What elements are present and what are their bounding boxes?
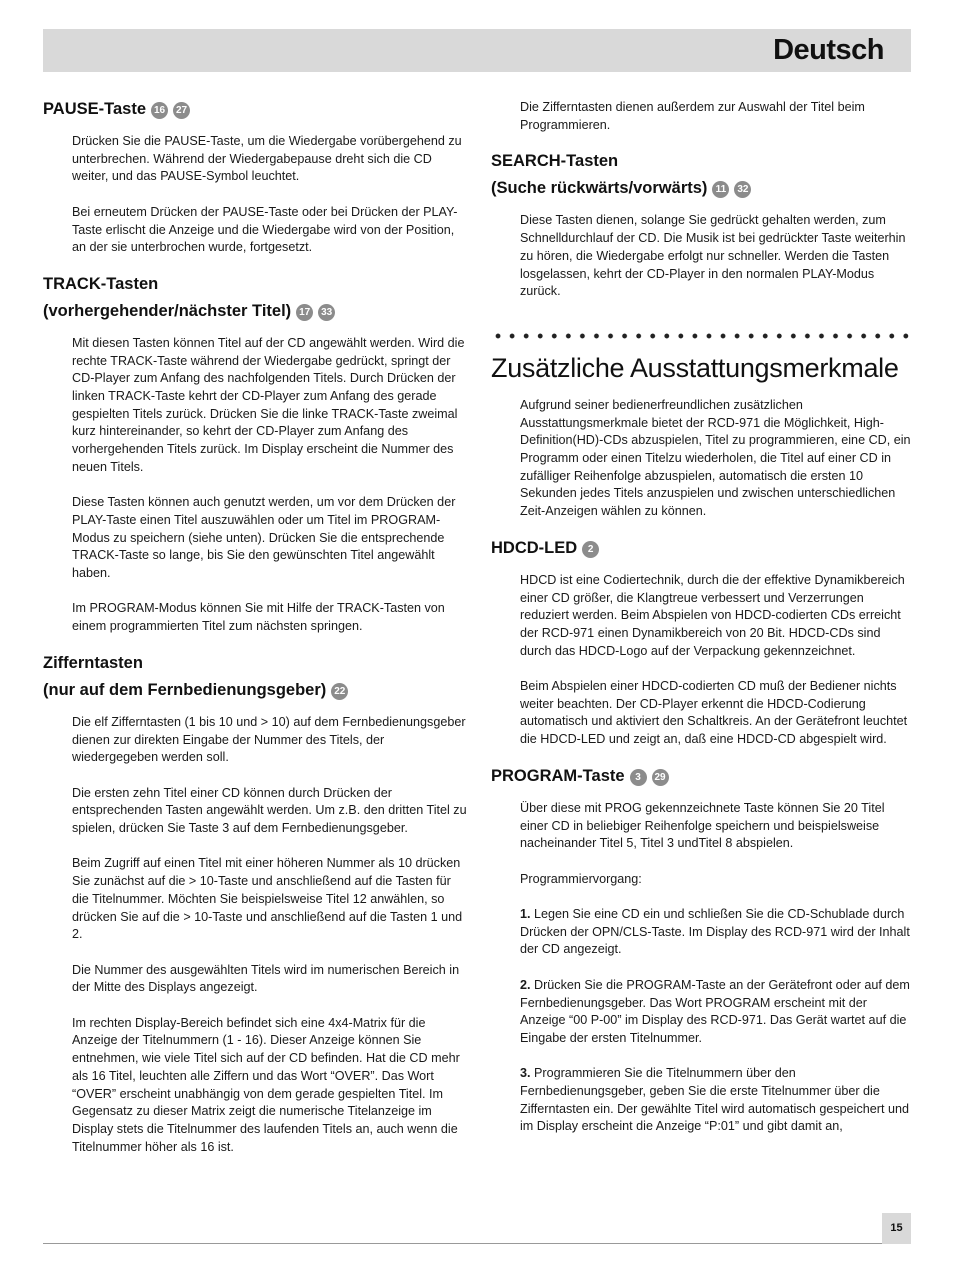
- pause-heading-text: PAUSE-Taste: [43, 100, 146, 118]
- step-number: 3.: [520, 1066, 531, 1081]
- paragraph: Drücken Sie die PAUSE-Taste, um die Wiedergabe vorübergehend zu unterbrechen. Während der Wiedergabepause dreht sich die CD weiter, und das PAUSE-Symbol leuchtet.: [72, 134, 462, 184]
- paragraph: Die elf Zifferntasten (1 bis 10 und > 10) auf dem Fernbedienungsgeber dienen zur direkten Eingabe der Nummer des Titels, der wiedergegeben werden soll.: [72, 714, 466, 765]
- track-subheading: [43, 298, 468, 325]
- step-3: [491, 1065, 913, 1136]
- badge-icon: 33: [318, 304, 335, 321]
- paragraph: Mit diesen Tasten können Titel auf der CD angewählt werden. Wird die rechte TRACK-Taste während der Wiedergabe gedrückt, springt der CD-Player zum Anfang des nachfolgenden Titels. Durch Drücken der linken TRACK-Taste kehrt der CD-Player zum Anfang des gerade gespielten Titels zurück. Drücken Sie die linke TRACK-Taste zweimal kurz hintereinander, so kehrt der CD-Player zum Anfang des vorhergehenden Titels zurück. Im Display erscheint die Nummer des neuen Titels.: [72, 335, 465, 474]
- paragraph: Die ersten zehn Titel einer CD können durch Drücken der entsprechenden Tasten angewählt werden. Um z.B. den dritten Titel zu spielen, drücken Sie Taste 3 auf dem Fernbedienungsgeber.: [72, 785, 467, 836]
- step-1: [491, 906, 913, 959]
- ziffern-subheading: [43, 677, 468, 704]
- paragraph: HDCD ist eine Codiertechnik, durch die der effektive Dynamikbereich einer CD größer, die Klangtreue verbessert und Verzerrungen reduziert werden. Beim Abspielen von HDCD-codierten CDs erreicht der RCD-971 einen Dynamikbereich von 20 Bit. HDCD-CDs sind durch das HDCD-Logo auf der Verpackung gekennzeichnet.: [520, 572, 905, 658]
- badge-icon: 11: [712, 181, 729, 198]
- paragraph: Aufgrund seiner bedienerfreundlichen zusätzlichen Ausstattungsmerkmale bietet der RCD-971 die Möglichkeit, High-Definition(HD)-CDs abzuspielen, Titel zu programmieren, eine CD, ein Programm oder einen Titelzu wiederholen, die Titel auf einer CD in zufälliger Reihenfolge abzuspielen, automatisch die ersten 10 Sekunden jedes Titels anzuspielen und zwischen unterschiedlichen Zeit-Anzeigen wählen zu können.: [520, 397, 911, 519]
- track-subheading-text: (vorhergehender/nächster Titel): [43, 301, 292, 320]
- program-heading-text: PROGRAM-Taste: [491, 766, 625, 785]
- badge-icon: 3: [630, 769, 647, 786]
- search-subheading: [491, 175, 913, 202]
- search-heading: SEARCH-Tasten: [491, 152, 619, 171]
- paragraph: Programmiervorgang:: [520, 871, 642, 886]
- badge-icon: 2: [582, 541, 599, 558]
- paragraph: Über diese mit PROG gekennzeichnete Taste können Sie 20 Titel einer CD in beliebiger Reihenfolge speichern und beispielsweise nacheinander Titel 5, Titel 3 undTitel 8 abspielen.: [520, 800, 885, 851]
- paragraph: Die Zifferntasten dienen außerdem zur Auswahl der Titel beim Programmieren.: [520, 100, 865, 132]
- page-number: 15: [882, 1213, 911, 1244]
- right-column: [491, 99, 913, 1136]
- badge-icon: 16: [151, 102, 168, 119]
- step-2: [491, 977, 913, 1048]
- badge-icon: 17: [296, 304, 313, 321]
- step-number: 2.: [520, 977, 531, 992]
- track-heading: TRACK-Tasten: [43, 274, 159, 293]
- paragraph: Beim Zugriff auf einen Titel mit einer höheren Nummer als 10 drücken Sie zunächst auf die > 10-Taste und anschließend auf die Tasten für die Titelnummer. Möchten Sie beispielsweise Titel 12 anwählen, so drücken Sie auf die > 10-Taste und anschließend auf die Tasten 1 und 2.: [72, 856, 463, 942]
- pause-heading: [43, 96, 468, 123]
- ziffern-heading: Zifferntasten: [43, 653, 143, 672]
- paragraph: Im rechten Display-Bereich befindet sich eine 4x4-Matrix für die Anzeige der Titelnummern (1 - 16). Dieser Anzeige können Sie entnehmen, wie viele Titel sich auf der CD befinden. Hat die CD mehr als 16 Titel, leuchten alle Ziffern und das Wort “OVER”. Das Wort “OVER” erscheint unabhängig von dem gerade gespielten Titel. Im Gegensatz zu dieser Matrix zeigt die numerische Titelanzeige im Display stets die Titelnummer des laufenden Titels an, auch wenn die Titelnummer höher als 16 ist.: [72, 1015, 460, 1154]
- paragraph: Im PROGRAM-Modus können Sie mit Hilfe der TRACK-Tasten von einem programmierten Titel zum nächsten springen.: [72, 601, 445, 634]
- paragraph: Bei erneutem Drücken der PAUSE-Taste oder bei Drücken der PLAY-Taste erlischt die Anzeige und die Wiedergabe wird von der Position, an der sie unterbrochen wurde, fortgesetzt.: [72, 204, 458, 255]
- program-heading: [491, 763, 913, 790]
- hdcd-heading-text: HDCD-LED: [491, 538, 578, 557]
- ziffern-subheading-text: (nur auf dem Fernbedienungsgeber): [43, 680, 327, 699]
- footer-divider: [43, 1243, 911, 1244]
- hdcd-heading: [491, 535, 913, 562]
- paragraph: Die Nummer des ausgewählten Titels wird im numerischen Bereich in der Mitte des Displays angezeigt.: [72, 962, 460, 995]
- step-text: Legen Sie eine CD ein und schließen Sie die CD-Schublade durch Drücken der OPN/CLS-Taste. Im Display des RCD-971 wird der Inhalt der CD angezeigt.: [520, 907, 910, 957]
- section-title: Zusätzliche Ausstattungsmerkmale: [491, 352, 899, 383]
- paragraph: Beim Abspielen einer HDCD-codierten CD muß der Bediener nichts weiter beachten. Der CD-Player erkennt die HDCD-Codierung automatisch und aktiviert den Schaltkreis. An der Gerätefront leuchtet die HDCD-LED und zeigt an, daß eine HDCD-CD abgespielt wird.: [520, 679, 908, 747]
- badge-icon: 32: [734, 181, 751, 198]
- badge-icon: 22: [331, 683, 348, 700]
- paragraph: Diese Tasten dienen, solange Sie gedrückt gehalten werden, zum Schnelldurchlauf der CD. Die Musik ist bei gedrückter Taste weiterhin zu hören, die Wiedergabe erfolgt nur schneller. Werden die Tasten losgelassen, kehrt der CD-Player in den normalen PLAY-Modus zurück.: [520, 213, 906, 299]
- badge-icon: 29: [652, 769, 669, 786]
- paragraph: Diese Tasten können auch genutzt werden, um vor dem Drücken der PLAY-Taste einen Titel auszuwählen oder um Titel im PROGRAM-Modus zu speichern (siehe unten). Drücken Sie die entsprechende TRACK-Taste so lange, bis Sie den gewünschten Titel angewählt haben.: [72, 495, 456, 581]
- step-text: Programmieren Sie die Titelnummern über den Fernbedienungsgeber, geben Sie die erste Titelnummer über die Zifferntasten ein. Der gewählte Titel wird automatisch gespeichert und im Display erscheint die Anzeige “P:01” und gibt damit an,: [520, 1066, 909, 1134]
- step-number: 1.: [520, 907, 531, 922]
- page-title: Deutsch: [773, 34, 884, 66]
- left-column: [43, 96, 468, 1156]
- step-text: Drücken Sie die PROGRAM-Taste an der Gerätefront oder auf dem Fernbedienungsgeber. Das Wort PROGRAM erscheint mit der Anzeige “00 P-00” im Display des RCD-971. Das Gerät wartet auf die Eingabe der ersten Titelnummer.: [520, 977, 910, 1045]
- dotted-divider: [491, 332, 913, 340]
- badge-icon: 27: [173, 102, 190, 119]
- search-subheading-text: (Suche rückwärts/vorwärts): [491, 179, 708, 198]
- header-bar: [43, 29, 911, 72]
